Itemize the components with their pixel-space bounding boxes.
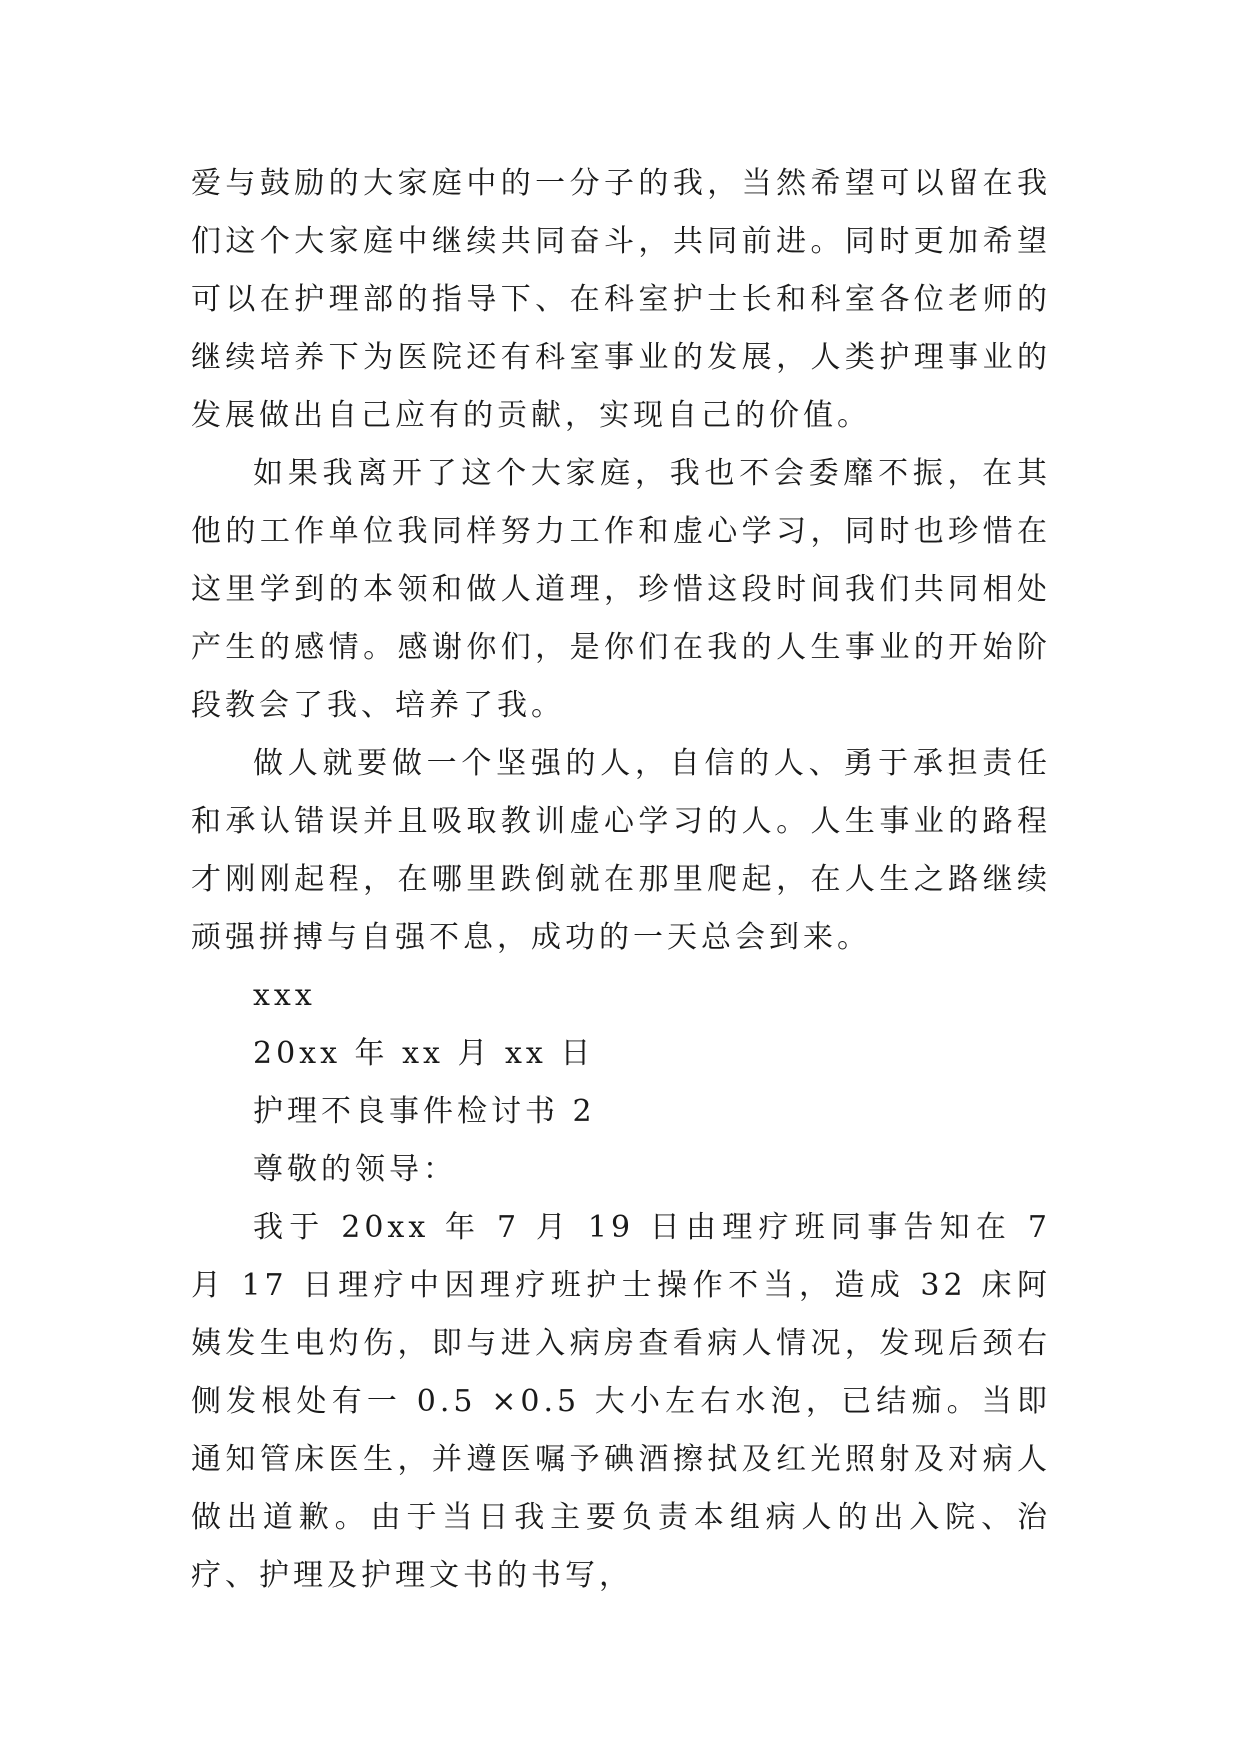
section-title: 护理不良事件检讨书 2 [253, 1094, 596, 1129]
signature: xxx [253, 978, 316, 1013]
paragraph-incident: 我于 20xx 年 7 月 19 日由理疗班同事告知在 7 月 17 日理疗中因理疗班护士操作不当，造成 32 床阿姨发生电灼伤，即与进入病房查看病人情况，发现后颈右侧发根处有一 0.5 ×0.5 大小左右水泡，已结痂。当即通知管床医生，并遵医嘱予碘酒擦拭及红光照射及对病人做出道歉。由于当日我主要负责本组病人的出入院、治疗、护理及护理文书的书写， [191, 1210, 1051, 1593]
document-body [191, 155, 1051, 1605]
paragraph-leaving: 如果我离开了这个大家庭，我也不会委靡不振，在其他的工作单位我同样努力工作和虚心学习，同时也珍惜在这里学到的本领和做人道理，珍惜这段时间我们共同相处产生的感情。感谢你们，是你们在我的人生事业的开始阶段教会了我、培养了我。 [191, 456, 1051, 723]
paragraph-continuation: 爱与鼓励的大家庭中的一分子的我，当然希望可以留在我们这个大家庭中继续共同奋斗，共同前进。同时更加希望可以在护理部的指导下、在科室护士长和科室各位老师的继续培养下为医院还有科室事业的发展，人类护理事业的发展做出自己应有的贡献，实现自己的价值。 [191, 166, 1051, 433]
date-line: 20xx 年 xx 月 xx 日 [253, 1036, 595, 1071]
paragraph-resolve: 做人就要做一个坚强的人，自信的人、勇于承担责任和承认错误并且吸取教训虚心学习的人。人生事业的路程才刚刚起程，在哪里跌倒就在那里爬起，在人生之路继续顽强拼搏与自强不息，成功的一天总会到来。 [191, 746, 1051, 955]
salutation: 尊敬的领导： [253, 1152, 457, 1187]
